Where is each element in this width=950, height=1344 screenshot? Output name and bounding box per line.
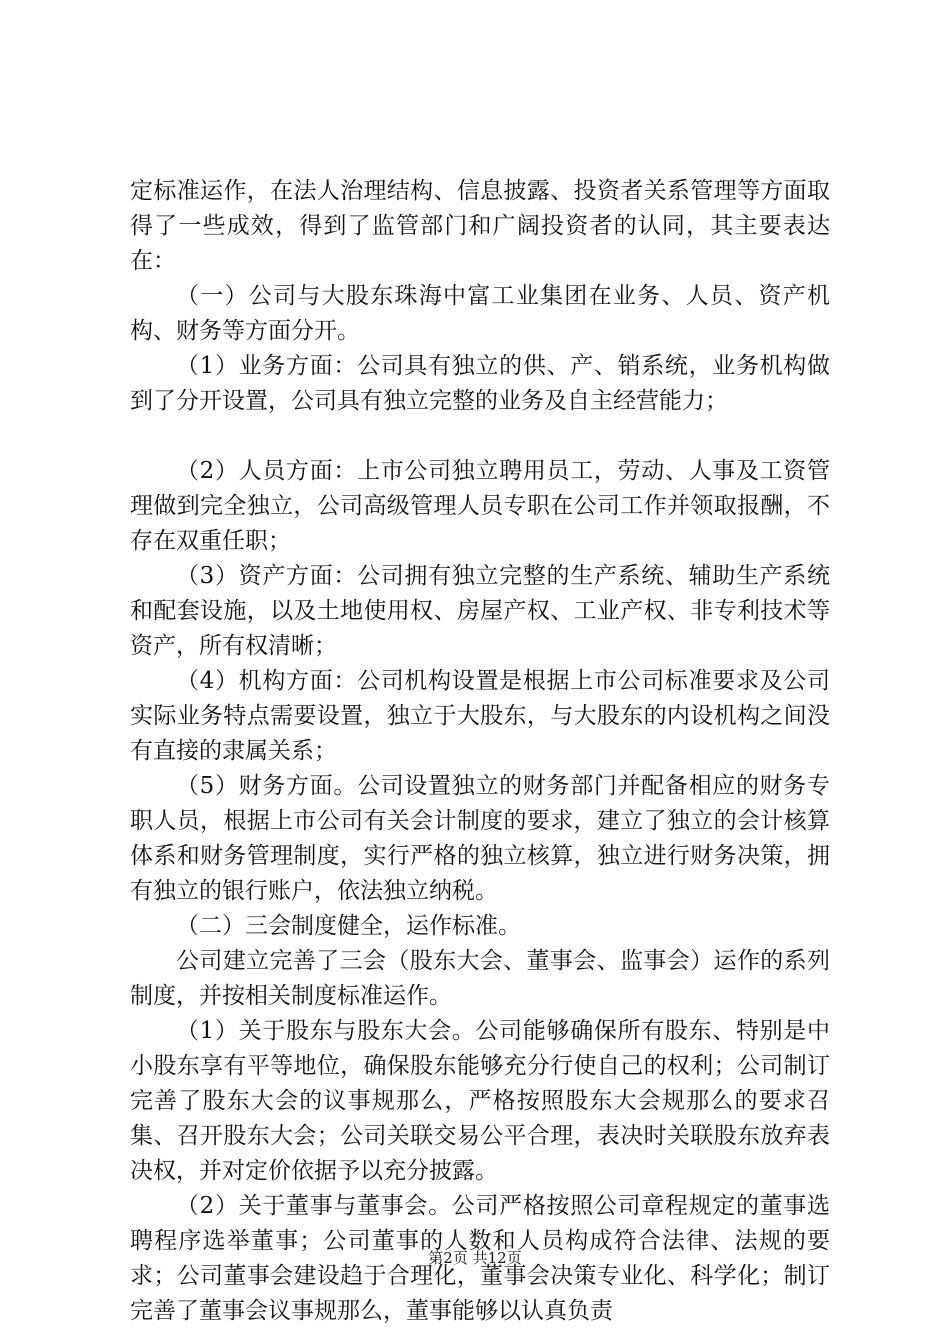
page-number-footer: 第2页 共12页 <box>428 1249 522 1267</box>
paragraph-section-1: （一）公司与大股东珠海中富工业集团在业务、人员、资产机构、财务等方面分开。 <box>130 283 830 344</box>
paragraph-shareholders: （1）关于股东与股东大会。公司能够确保所有股东、特别是中小股东享有平等地位，确保股东能够充分行使自己的权利；公司制订完善了股东大会的议事规那么，严格按照股东大会规那么的要求召集、召开股东大会；公司关联交易公平合理，表决时关联股东放弃表决权，并对定价依据予以充分披露。 <box>130 1018 830 1184</box>
paragraph-business: （1）业务方面：公司具有独立的供、产、销系统，业务机构做到了分开设置，公司具有独立完整的业务及自主经营能力； <box>130 353 830 414</box>
paragraph-personnel: （2）人员方面：上市公司独立聘用员工，劳动、人事及工资管理做到完全独立，公司高级管理人员专职在公司工作并领取报酬，不存在双重任职； <box>130 458 830 554</box>
paragraph-organization: （4）机构方面：公司机构设置是根据上市公司标准要求及公司实际业务特点需要设置，独立于大股东，与大股东的内设机构之间没有直接的隶属关系； <box>130 668 830 764</box>
document-body <box>130 174 830 1329</box>
paragraph-section-2: （二）三会制度健全，运作标准。 <box>176 913 521 939</box>
paragraph-finance: （5）财务方面。公司设置独立的财务部门并配备相应的财务专职人员，根据上市公司有关会计制度的要求，建立了独立的会计核算体系和财务管理制度，实行严格的独立核算，独立进行财务决策，拥有独立的银行账户，依法独立纳税。 <box>130 773 830 904</box>
paragraph-three-boards: 公司建立完善了三会（股东大会、董事会、监事会）运作的系列制度，并按相关制度标准运作。 <box>130 948 830 1009</box>
paragraph-gap <box>130 419 830 454</box>
paragraph-intro: 定标准运作，在法人治理结构、信息披露、投资者关系管理等方面取得了一些成效，得到了监管部门和广阔投资者的认同，其主要表达在： <box>130 178 830 274</box>
paragraph-directors: （2）关于董事与董事会。公司严格按照公司章程规定的董事选聘程序选举董事；公司董事的人数和人员构成符合法律、法规的要求；公司董事会建设趋于合理化，董事会决策专业化、科学化；制订完善了董事会议事规那么，董事能够以认真负责 <box>130 1193 830 1324</box>
paragraph-assets: （3）资产方面：公司拥有独立完整的生产系统、辅助生产系统和配套设施，以及土地使用权、房屋产权、工业产权、非专利技术等资产，所有权清晰； <box>130 563 830 659</box>
